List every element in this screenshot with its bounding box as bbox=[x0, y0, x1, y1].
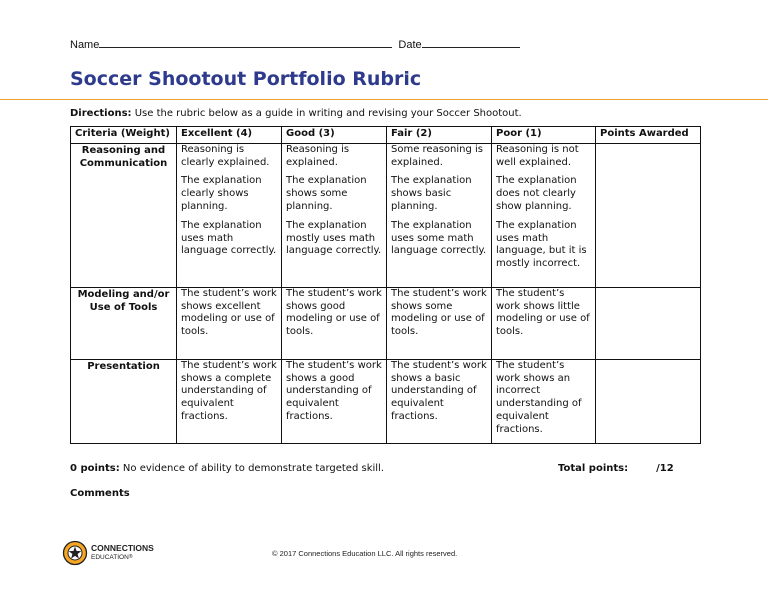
name-date-line bbox=[70, 36, 520, 51]
cell-text: Reasoning is explained. bbox=[286, 143, 350, 168]
header-criteria: Criteria (Weight) bbox=[71, 127, 177, 144]
zero-points-note bbox=[70, 463, 384, 474]
points-cell[interactable] bbox=[596, 287, 701, 359]
cell-text: The student’s work shows a basic understanding of equivalent fractions. bbox=[391, 359, 487, 422]
directions-text: Use the rubric below as a guide in writing and revising your Soccer Shootout. bbox=[131, 108, 522, 119]
excellent-cell bbox=[177, 287, 282, 359]
date-label: Date bbox=[398, 39, 422, 51]
total-points-value: /12 bbox=[656, 463, 674, 474]
cell-text: Reasoning is clearly explained. bbox=[181, 143, 270, 168]
name-blank[interactable] bbox=[99, 36, 392, 48]
criteria-cell: Modeling and/or Use of Tools bbox=[71, 287, 177, 359]
header-poor: Poor (1) bbox=[492, 127, 596, 144]
rubric-table bbox=[70, 126, 701, 444]
cell-text: The student’s work shows an incorrect understanding of equivalent fractions. bbox=[496, 359, 582, 435]
brand-line-1: CONNECTIONS bbox=[91, 543, 154, 553]
poor-cell bbox=[492, 359, 596, 443]
cell-text: Reasoning is not well explained. bbox=[496, 143, 579, 168]
table-row bbox=[71, 287, 701, 359]
cell-text: The student’s work shows a good understanding of equivalent fractions. bbox=[286, 359, 382, 422]
criteria-cell: Reasoning and Communication bbox=[71, 143, 177, 287]
cell-text: The explanation shows some planning. bbox=[286, 175, 367, 212]
poor-cell bbox=[492, 287, 596, 359]
cell-text: The explanation uses math language, but it is mostly incorrect. bbox=[496, 219, 587, 270]
table-row bbox=[71, 359, 701, 443]
excellent-cell bbox=[177, 359, 282, 443]
cell-text: The explanation uses math language correctly. bbox=[181, 219, 277, 257]
logo-icon bbox=[62, 540, 88, 566]
brand-line-2-text: EDUCATION bbox=[91, 554, 129, 561]
excellent-cell bbox=[177, 143, 282, 287]
points-cell[interactable] bbox=[596, 359, 701, 443]
header-fair: Fair (2) bbox=[387, 127, 492, 144]
total-points bbox=[558, 463, 674, 474]
cell-text: Some reasoning is explained. bbox=[391, 143, 484, 168]
fair-cell bbox=[387, 143, 492, 287]
table-header-row bbox=[71, 127, 701, 144]
copyright: © 2017 Connections Education LLC. All rights reserved. bbox=[272, 549, 458, 558]
poor-cell bbox=[492, 143, 596, 287]
date-blank[interactable] bbox=[422, 36, 520, 48]
zero-points-text: No evidence of ability to demonstrate targeted skill. bbox=[119, 463, 385, 474]
comments-label: Comments bbox=[70, 488, 130, 499]
zero-points-label: 0 points: bbox=[70, 463, 120, 474]
cell-text: The student’s work shows good modeling or use of tools. bbox=[286, 287, 382, 338]
cell-text: The student’s work shows a complete understanding of equivalent fractions. bbox=[181, 359, 277, 422]
brand-line-2 bbox=[91, 553, 154, 562]
good-cell bbox=[282, 287, 387, 359]
good-cell bbox=[282, 143, 387, 287]
criteria-cell: Presentation bbox=[71, 359, 177, 443]
connections-logo bbox=[62, 540, 154, 566]
cell-text: The explanation shows basic planning. bbox=[391, 175, 472, 212]
cell-text: The explanation does not clearly show planning. bbox=[496, 175, 577, 212]
fair-cell bbox=[387, 359, 492, 443]
page-title: Soccer Shootout Portfolio Rubric bbox=[70, 68, 422, 90]
directions-label: Directions: bbox=[70, 108, 132, 119]
good-cell bbox=[282, 359, 387, 443]
cell-text: The explanation mostly uses math language correctly. bbox=[286, 219, 382, 257]
header-points: Points Awarded bbox=[596, 127, 701, 144]
title-divider bbox=[0, 99, 768, 100]
table-row bbox=[71, 143, 701, 287]
points-cell[interactable] bbox=[596, 143, 701, 287]
cell-text: The student’s work shows some modeling or use of tools. bbox=[391, 287, 487, 338]
cell-text: The student’s work shows little modeling or use of tools. bbox=[496, 287, 590, 338]
cell-text: The student’s work shows excellent modeling or use of tools. bbox=[181, 287, 277, 338]
header-good: Good (3) bbox=[282, 127, 387, 144]
total-points-label: Total points: bbox=[558, 463, 629, 474]
cell-text: The explanation uses some math language correctly. bbox=[391, 219, 487, 257]
name-label: Name bbox=[70, 39, 100, 51]
brand-mark: ® bbox=[128, 554, 133, 560]
cell-text: The explanation clearly shows planning. bbox=[181, 175, 262, 212]
fair-cell bbox=[387, 287, 492, 359]
directions bbox=[70, 108, 522, 119]
header-excellent: Excellent (4) bbox=[177, 127, 282, 144]
